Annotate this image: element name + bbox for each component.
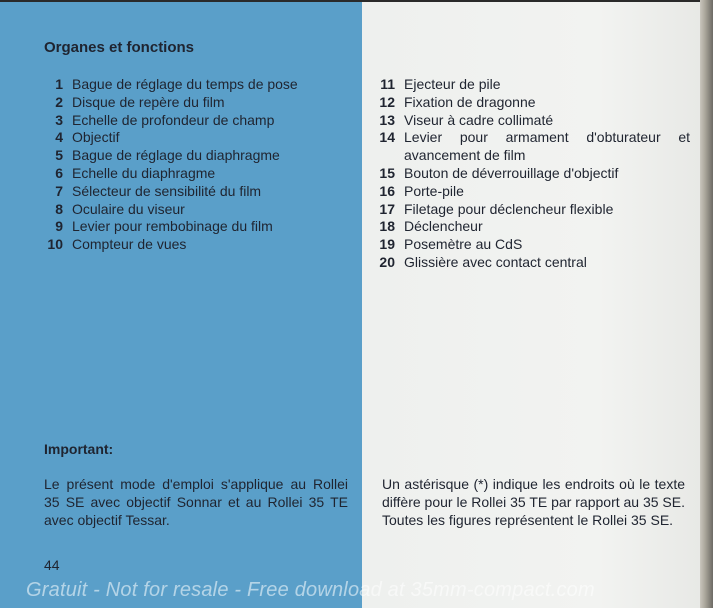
item-number: 18 <box>379 218 395 235</box>
item-text: Posemètre au CdS <box>404 236 523 253</box>
list-item <box>40 218 340 236</box>
item-text: Porte-pile <box>404 182 464 199</box>
item-text: Objectif <box>72 129 120 146</box>
important-heading: Important: <box>44 441 114 457</box>
item-number: 9 <box>55 218 63 235</box>
item-text: Levier pour armament d'obturateur et avancement de film <box>404 129 690 164</box>
item-text: Disque de repère du film <box>72 93 225 110</box>
item-text: Bouton de déverrouillage d'objectif <box>404 164 619 181</box>
item-text: Echelle du diaphragme <box>72 164 216 181</box>
list-item <box>372 94 690 112</box>
list-item <box>40 76 340 94</box>
item-number: 3 <box>55 111 63 128</box>
list-item <box>372 218 690 236</box>
item-text: Compteur de vues <box>72 236 187 253</box>
parts-list-right <box>372 76 690 272</box>
list-item <box>372 201 690 219</box>
important-note-right: Un astérisque (*) indique les endroits où le texte diffère pour le Rollei 35 TE par rapport au 35 SE. Toutes les figures représentent le Rollei 35 SE. <box>382 476 685 528</box>
item-text: Bague de réglage du temps de pose <box>72 76 298 92</box>
item-text: Viseur à cadre collimaté <box>404 111 554 128</box>
parts-list-left <box>40 76 340 254</box>
item-number: 8 <box>55 200 63 217</box>
item-text: Oculaire du viseur <box>72 200 185 217</box>
item-text: Echelle de profondeur de champ <box>72 111 275 128</box>
watermark: Gratuit - Not for resale - Free download at 35mm-compact.com <box>26 579 595 601</box>
list-item <box>372 129 690 165</box>
list-item <box>40 183 340 201</box>
list-item <box>372 183 690 201</box>
item-number: 6 <box>55 164 63 181</box>
list-item <box>372 254 690 272</box>
page-number: 44 <box>44 557 60 573</box>
list-item <box>40 112 340 130</box>
item-number: 12 <box>379 93 395 110</box>
item-number: 13 <box>379 111 395 128</box>
list-item <box>372 76 690 94</box>
item-number: 5 <box>55 147 63 164</box>
item-text: Levier pour rembobinage du film <box>72 218 273 235</box>
item-number: 15 <box>379 164 395 181</box>
list-item <box>372 165 690 183</box>
item-number: 17 <box>379 200 395 217</box>
item-text: Glissière avec contact central <box>404 253 587 270</box>
list-item <box>40 201 340 219</box>
list-item <box>40 129 340 147</box>
item-text: Bague de réglage du diaphragme <box>72 147 280 164</box>
page-edge <box>700 0 713 608</box>
item-text: Fixation de dragonne <box>404 93 536 110</box>
list-item <box>40 236 340 254</box>
list-item <box>40 165 340 183</box>
list-item <box>40 147 340 165</box>
item-number: 19 <box>379 236 395 253</box>
item-number: 16 <box>379 182 395 199</box>
item-number: 11 <box>380 76 395 92</box>
item-text: Filetage pour déclencheur flexible <box>404 200 614 217</box>
list-item <box>40 94 340 112</box>
item-text: Déclencheur <box>404 218 483 235</box>
item-number: 4 <box>55 129 63 146</box>
item-number: 1 <box>55 76 63 92</box>
item-number: 7 <box>55 182 63 199</box>
list-item <box>372 112 690 130</box>
item-number: 2 <box>55 93 63 110</box>
item-number: 10 <box>47 236 63 253</box>
item-number: 14 <box>379 129 395 146</box>
item-text: Sélecteur de sensibilité du film <box>72 182 262 199</box>
list-item <box>372 236 690 254</box>
item-number: 20 <box>379 253 395 270</box>
item-text: Ejecteur de pile <box>404 76 501 92</box>
page-title: Organes et fonctions <box>44 39 195 56</box>
important-note-left: Le présent mode d'emploi s'applique au Rollei 35 SE avec objectif Sonnar et au Rollei 35 TE avec objectif Tessar. <box>44 476 348 528</box>
